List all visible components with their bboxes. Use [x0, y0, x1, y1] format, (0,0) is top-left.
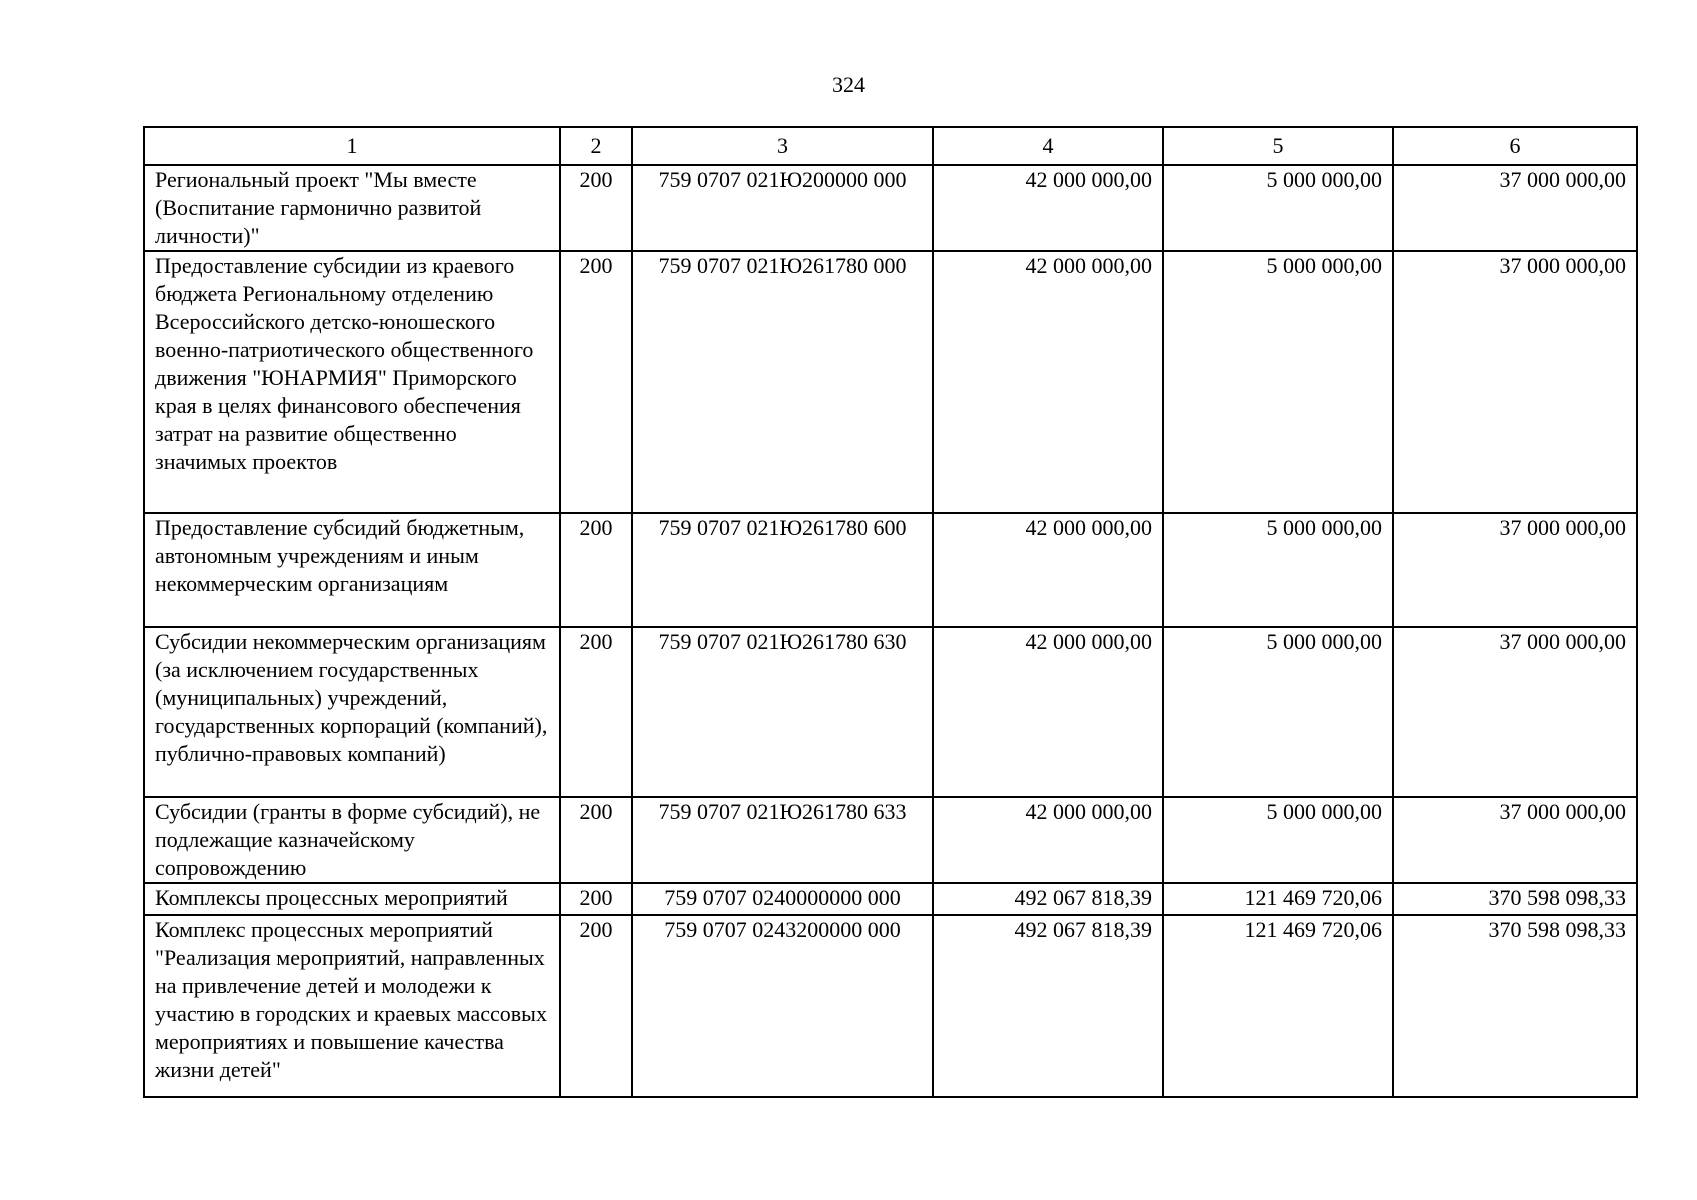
row-col5: 5 000 000,00 [1163, 797, 1393, 883]
table-row [144, 883, 1637, 915]
row-name: Предоставление субсидий бюджетным, автономным учреждениям и иным некоммерческим организациям [144, 513, 560, 627]
column-header-3: 3 [632, 127, 933, 165]
row-classification: 759 0707 021Ю200000 000 [632, 165, 933, 251]
row-classification: 759 0707 0240000000 000 [632, 883, 933, 915]
table-row [144, 513, 1637, 627]
row-code: 200 [560, 915, 632, 1097]
column-header-2: 2 [560, 127, 632, 165]
row-col4: 42 000 000,00 [933, 797, 1163, 883]
budget-table [143, 126, 1638, 1098]
column-header-6: 6 [1393, 127, 1637, 165]
row-code: 200 [560, 251, 632, 513]
column-header-1: 1 [144, 127, 560, 165]
row-name: Субсидии (гранты в форме субсидий), не подлежащие казначейскому сопровождению [144, 797, 560, 883]
row-col5: 121 469 720,06 [1163, 915, 1393, 1097]
row-classification: 759 0707 021Ю261780 600 [632, 513, 933, 627]
row-col4: 42 000 000,00 [933, 251, 1163, 513]
row-col6: 37 000 000,00 [1393, 165, 1637, 251]
row-col5: 5 000 000,00 [1163, 165, 1393, 251]
table-row [144, 627, 1637, 797]
row-name: Предоставление субсидии из краевого бюджета Региональному отделению Всероссийского детско-юношеского военно-патриотического общественного движения "ЮНАРМИЯ" Приморского края в целях финансового обеспечения затрат на развитие общественно значимых проектов [144, 251, 560, 513]
row-name: Комплексы процессных мероприятий [144, 883, 560, 915]
row-name: Региональный проект "Мы вместе (Воспитание гармонично развитой личности)" [144, 165, 560, 251]
table-row [144, 165, 1637, 251]
page-number: 324 [832, 72, 865, 97]
row-col6: 37 000 000,00 [1393, 797, 1637, 883]
row-code: 200 [560, 627, 632, 797]
row-col5: 5 000 000,00 [1163, 513, 1393, 627]
row-col6: 370 598 098,33 [1393, 915, 1637, 1097]
row-classification: 759 0707 021Ю261780 630 [632, 627, 933, 797]
row-col6: 37 000 000,00 [1393, 513, 1637, 627]
row-code: 200 [560, 797, 632, 883]
table-header-row [144, 127, 1637, 165]
row-col5: 5 000 000,00 [1163, 251, 1393, 513]
row-classification: 759 0707 0243200000 000 [632, 915, 933, 1097]
column-header-5: 5 [1163, 127, 1393, 165]
row-col6: 37 000 000,00 [1393, 251, 1637, 513]
table-row [144, 915, 1637, 1097]
table-row [144, 251, 1637, 513]
row-col4: 492 067 818,39 [933, 915, 1163, 1097]
row-col6: 37 000 000,00 [1393, 627, 1637, 797]
row-code: 200 [560, 883, 632, 915]
row-name: Субсидии некоммерческим организациям (за исключением государственных (муниципальных) учреждений, государственных корпораций (компаний), публично-правовых компаний) [144, 627, 560, 797]
row-classification: 759 0707 021Ю261780 000 [632, 251, 933, 513]
row-name: Комплекс процессных мероприятий "Реализация мероприятий, направленных на привлечение детей и молодежи к участию в городских и краевых массовых мероприятиях и повышение качества жизни детей" [144, 915, 560, 1097]
row-col4: 42 000 000,00 [933, 165, 1163, 251]
row-col4: 492 067 818,39 [933, 883, 1163, 915]
row-col5: 5 000 000,00 [1163, 627, 1393, 797]
row-col5: 121 469 720,06 [1163, 883, 1393, 915]
column-header-4: 4 [933, 127, 1163, 165]
row-col4: 42 000 000,00 [933, 627, 1163, 797]
row-col4: 42 000 000,00 [933, 513, 1163, 627]
row-col6: 370 598 098,33 [1393, 883, 1637, 915]
row-code: 200 [560, 513, 632, 627]
table-row [144, 797, 1637, 883]
row-classification: 759 0707 021Ю261780 633 [632, 797, 933, 883]
row-code: 200 [560, 165, 632, 251]
